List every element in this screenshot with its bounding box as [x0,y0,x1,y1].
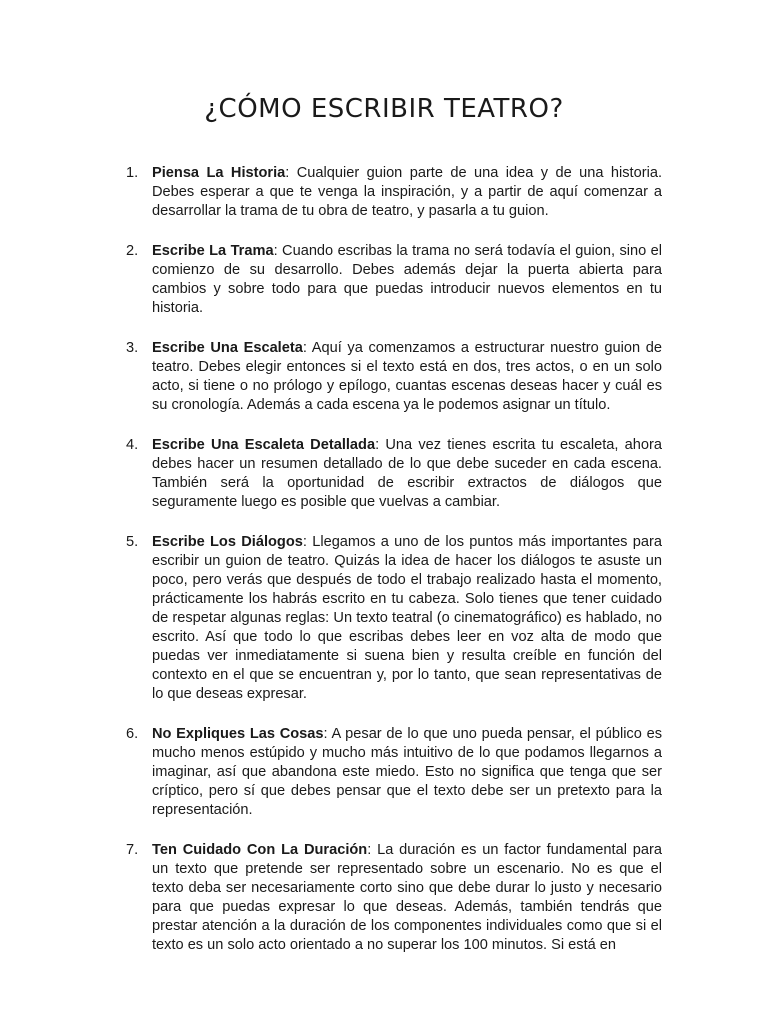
list-item [0,841,768,955]
item-text: : La duración es un factor fundamental para un texto que pretende ser representado sobre un escenario. No es que el texto deba ser necesariamente corto sino que debe durar lo justo y necesario para que puedas expresar lo que deseas. Además, también tendrás que prestar atención a la duración de los componentes individuales como que si el texto es un solo acto orientado a no superar los 100 minutos. Si está en [152,842,662,953]
item-text: : A pesar de lo que uno pueda pensar, el público es mucho menos estúpido y mucho más intuitivo de lo que podamos llegarnos a imaginar, así que abandona este miedo. Esto no significa que tenga que ser críptico, pero sí que debes pensar que el texto debe ser un pretexto para la representación. [152,726,662,818]
item-number: 1. [126,165,139,181]
item-heading: Piensa La Historia [152,165,286,181]
item-number: 3. [126,340,139,356]
item-text: : Aquí ya comenzamos a estructurar nuestro guion de teatro. Debes elegir entonces si el texto está en dos, tres actos, o en un solo acto, si tiene o no prólogo y epílogo, cuantas escenas deseas hacer y cuál es su cronología. Además a cada escena ya le podemos asignar un título. [152,340,663,413]
page-title: ¿CÓMO ESCRIBIR TEATRO? [204,94,564,124]
item-number: 6. [126,726,139,742]
steps-list [0,164,768,976]
list-item [0,533,768,704]
item-heading: No Expliques Las Cosas [152,726,324,742]
item-heading: Ten Cuidado Con La Duración [152,842,368,858]
list-item [0,436,768,512]
list-item [0,725,768,820]
item-number: 2. [126,243,139,259]
item-text: : Cuando escribas la trama no será todavía el guion, sino el comienzo de su desarrollo. Debes además dejar la puerta abierta para cambios y sobre todo para que puedas introducir nuevos elementos en tu historia. [152,243,662,316]
item-text: : Llegamos a uno de los puntos más importantes para escribir un guion de teatro. Quizás la idea de hacer los diálogos te asuste un poco, pero verás que después de todo el trabajo realizado hasta el momento, prácticamente los habrás escrito en tu cabeza. Solo tienes que tener cuidado de respetar algunas reglas: Un texto teatral (o cinematográfico) es hablado, no escrito. Así que todo lo que escribas debes leer en voz alta de modo que puedas ver inmediatamente si suena bien y resulta creíble en función del contexto en el que se encuentran y, por lo tanto, que sean representativas de lo que deseas expresar. [152,534,662,702]
item-heading: Escribe La Trama [152,243,274,259]
item-heading: Escribe Los Diálogos [152,534,303,550]
item-heading: Escribe Una Escaleta Detallada [152,437,376,453]
item-number: 4. [126,437,139,453]
item-number: 5. [126,534,139,550]
list-item [0,164,768,221]
list-item [0,242,768,318]
list-item [0,339,768,415]
item-heading: Escribe Una Escaleta [152,340,303,356]
item-text: : Cualquier guion parte de una idea y de una historia. Debes esperar a que te venga la inspiración, y a partir de aquí comenzar a desarrollar la trama de tu obra de teatro, y pasarla a tu guion. [152,165,662,219]
item-number: 7. [126,842,139,858]
item-text: : Una vez tienes escrita tu escaleta, ahora debes hacer un resumen detallado de lo que debe suceder en cada escena. También será la oportunidad de escribir extractos de diálogos que seguramente luego es posible que vuelvas a cambiar. [152,437,662,510]
